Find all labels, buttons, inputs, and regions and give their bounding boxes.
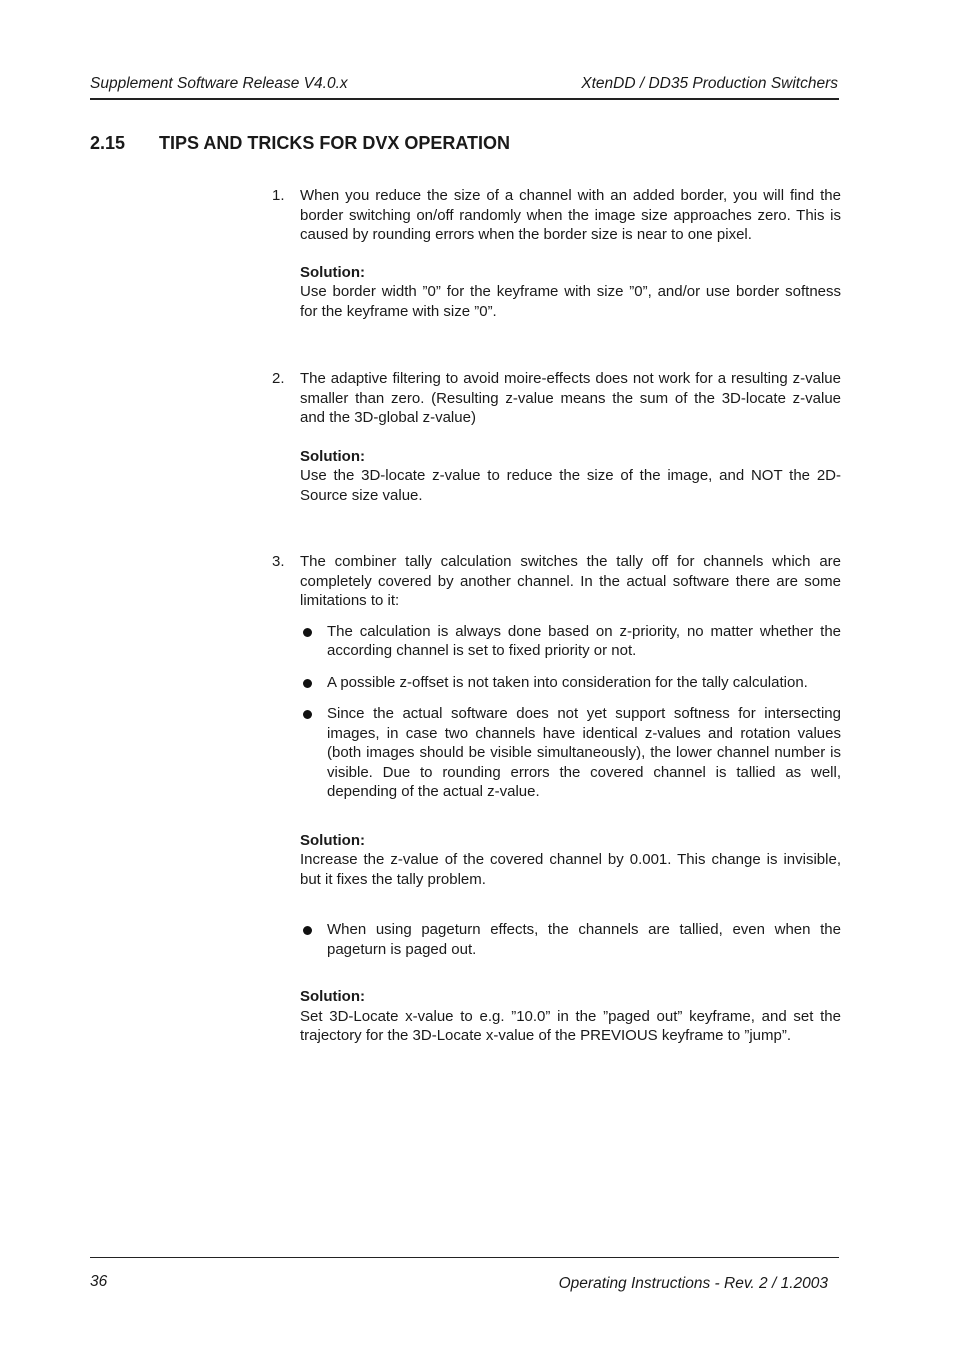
bullet-text: A possible z-offset is not taken into consideration for the tally calculation. [327,673,808,691]
item-text: The adaptive filtering to avoid moire-effects does not work for a resulting z-value smaller than zero. (Resulting z-value means the sum of the 3D-locate z-value and the 3D-global z-value) [300,370,841,426]
item-text: When you reduce the size of a channel with an added border, you will find the border switching on/off randomly when the image size approaches zero. This is caused by rounding errors when the border size is near to one pixel. [300,187,841,243]
solution-label: Solution: [300,263,365,281]
list-item-3 [272,552,841,1046]
section-number: 2.15 [90,133,126,153]
bullet-icon [303,679,312,688]
bullet-item [300,920,841,959]
running-header-left: Supplement Software Release V4.0.x [90,75,348,92]
header-rule [90,98,839,100]
solution-text: Use border width ”0” for the keyframe with size ”0”, and/or use border softness for the keyframe with size ”0”. [300,283,841,320]
solution-label: Solution: [300,447,365,465]
list-item-1 [272,186,841,321]
bullet-item [300,704,841,802]
bullet-text: When using pageturn effects, the channels are tallied, even when the pageturn is paged out. [327,921,841,958]
item-text: The combiner tally calculation switches the tally off for channels which are completely covered by another channel. In the actual software there are some limitations to it: [300,553,841,609]
solution-label: Solution: [300,831,365,849]
bullet-icon [303,926,312,935]
footer-rule [90,1257,839,1258]
bullet-text: The calculation is always done based on z-priority, no matter whether the according channel is set to fixed priority or not. [327,622,841,659]
bullet-icon [303,628,312,637]
bullet-icon [303,710,312,719]
solution-label: Solution: [300,988,365,1005]
item-number: 2. [272,370,285,387]
content-body [272,186,841,1046]
solution-text: Use the 3D-locate z-value to reduce the size of the image, and NOT the 2D-Source size value. [300,467,841,504]
bullet-item [300,673,841,693]
section-title: TIPS AND TRICKS FOR DVX OPERATION [159,133,511,153]
item-number: 1. [272,187,285,204]
running-footer-right: Operating Instructions - Rev. 2 / 1.2003 [558,1275,828,1292]
list-item-2 [272,369,841,505]
item-number: 3. [272,553,285,570]
bullet-item [300,622,841,661]
section-heading [90,132,510,154]
solution-text: Increase the z-value of the covered channel by 0.001. This change is invisible, but it fixes the tally problem. [300,851,841,888]
page-number: 36 [90,1273,108,1290]
bullet-text: Since the actual software does not yet support softness for intersecting images, in case two channels have identical z-values and rotation values (both images should be visible simultaneously), the lower channel number is visible. Due to rounding errors the covered channel is tallied as well, depending of the actual z-value. [327,705,841,800]
solution-text: Set 3D-Locate x-value to e.g. ”10.0” in the ”paged out” keyframe, and set the trajectory for the 3D-Locate x-value of the PREVIOUS keyframe to ”jump”. [300,1007,841,1044]
running-header-right: XtenDD / DD35 Production Switchers [581,75,838,92]
